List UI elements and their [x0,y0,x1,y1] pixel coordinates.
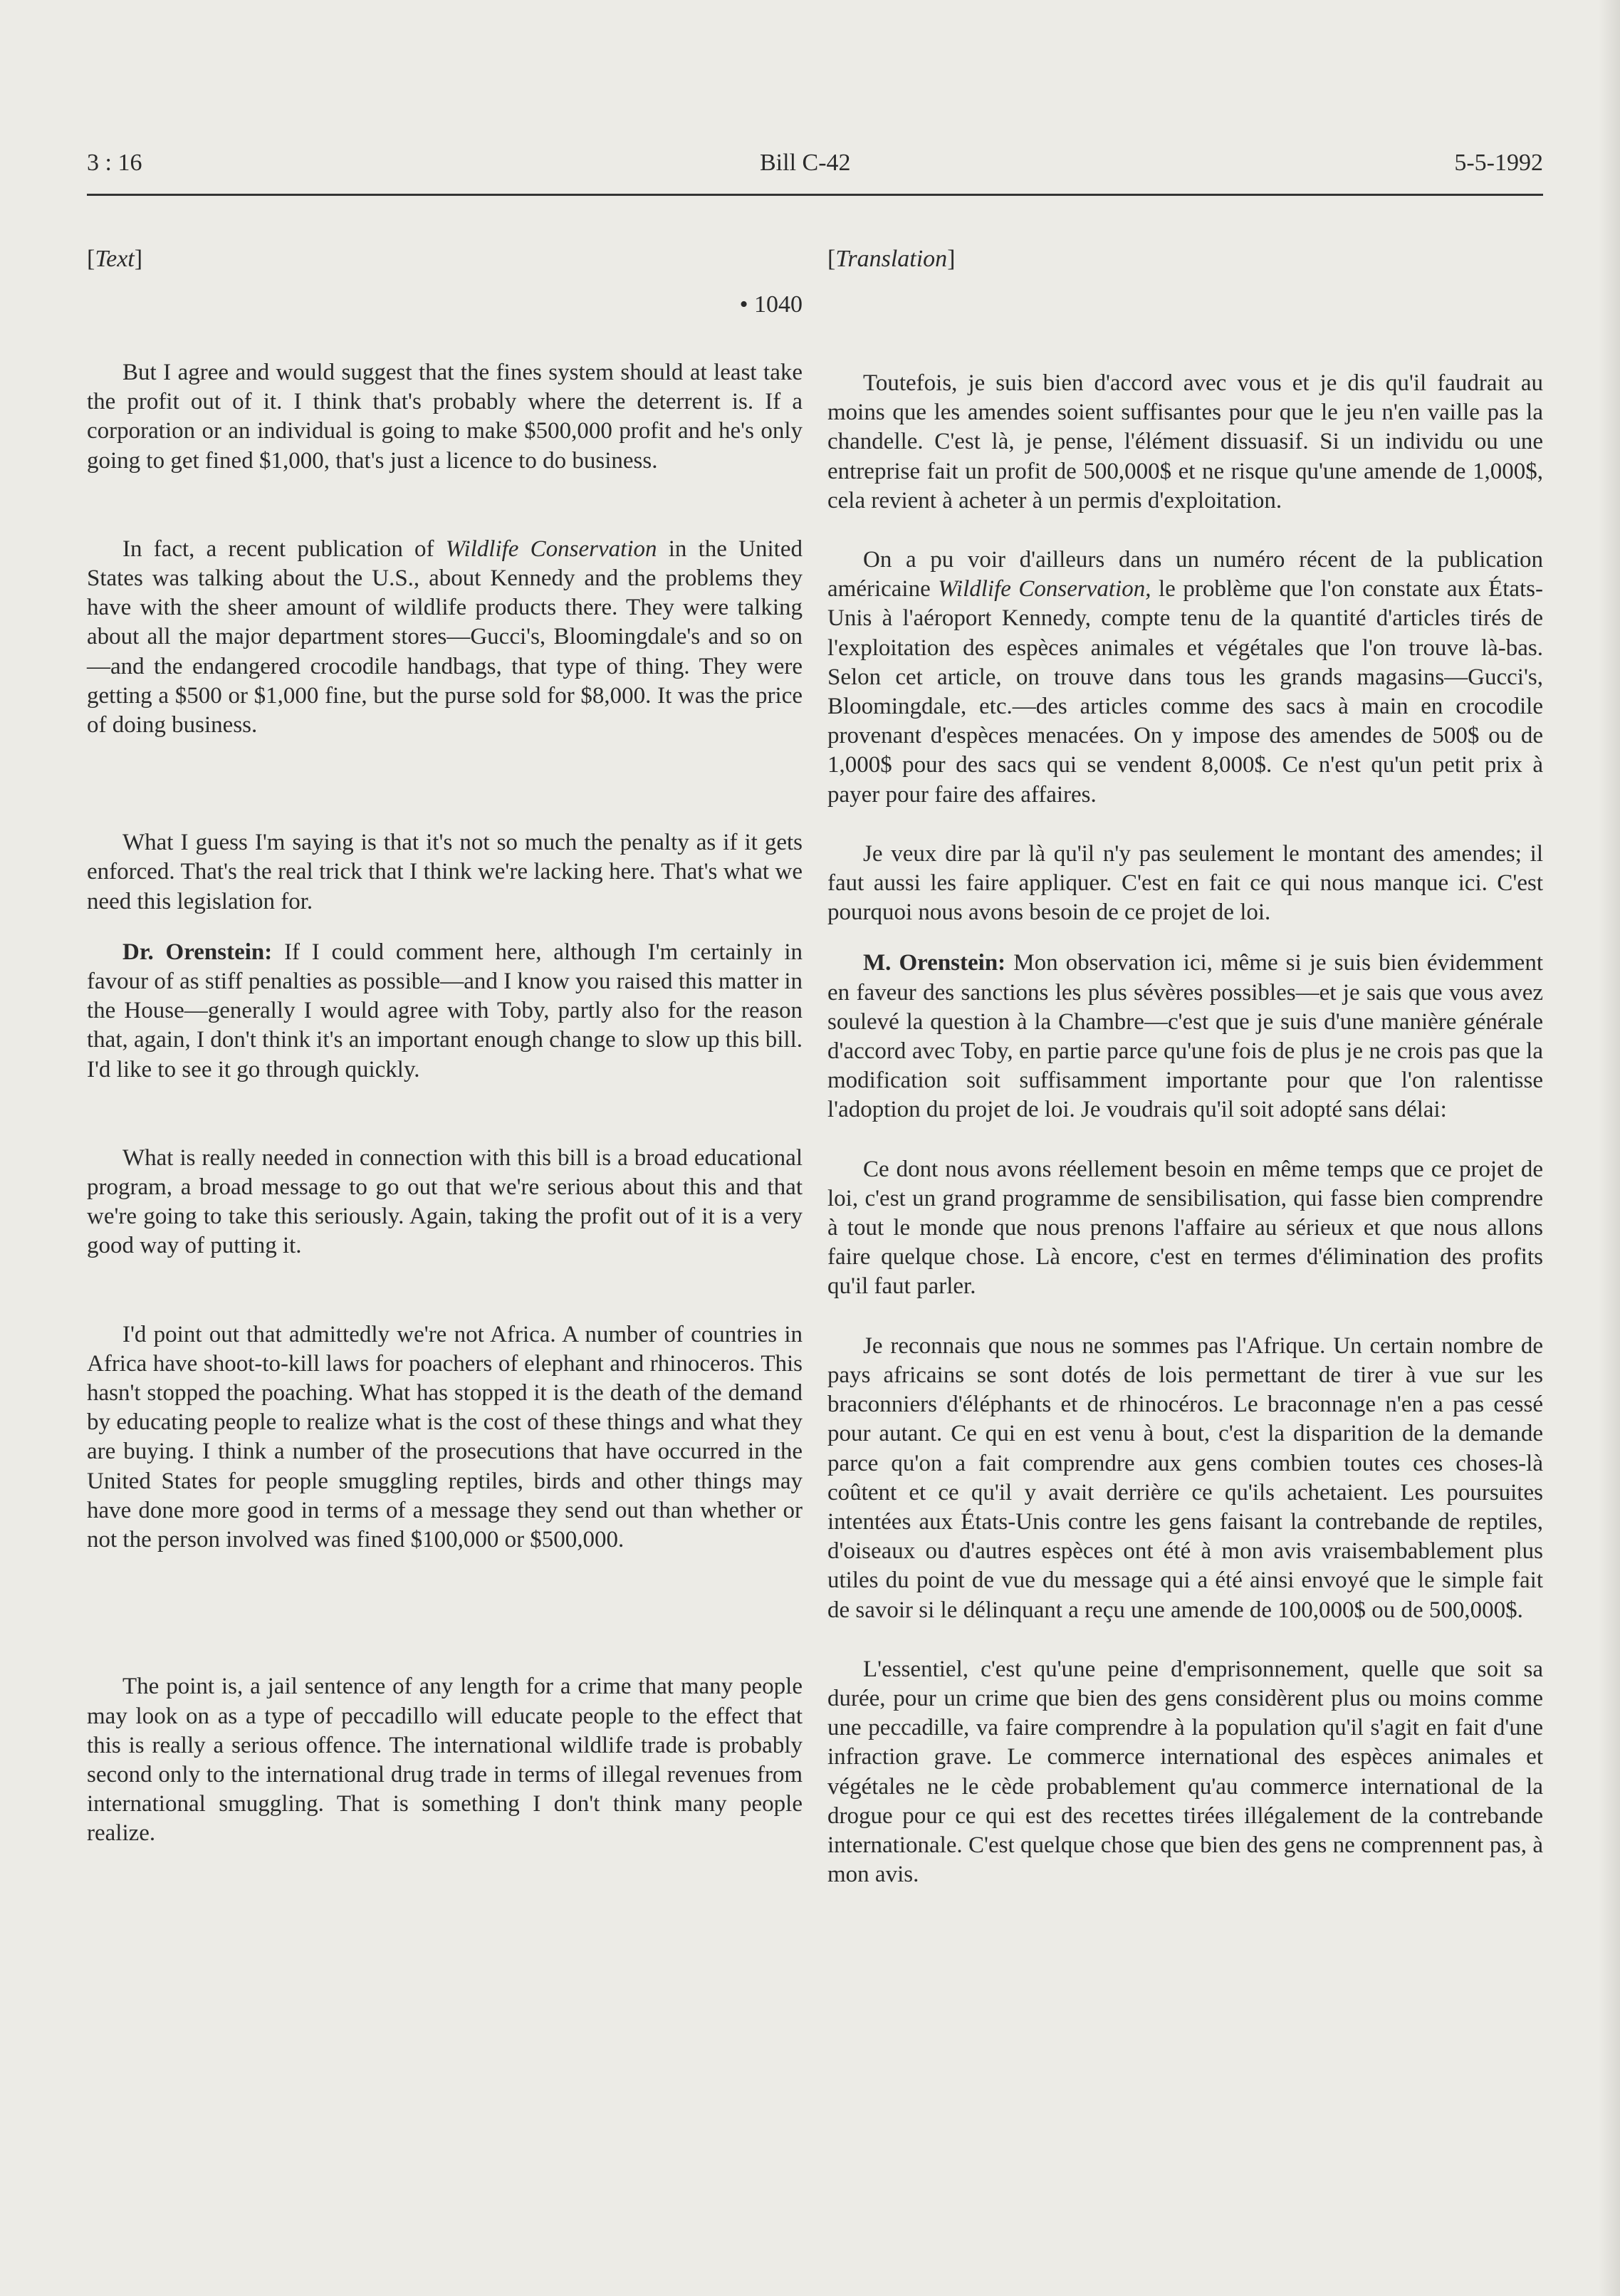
text-label: [Text] [87,246,143,272]
publication-title: Wildlife Conservation, [938,576,1151,602]
paragraph: L'essentiel, c'est qu'une peine d'emprisonnement, quelle que soit sa durée, pour un crime que bien des gens considèrent plus ou moins comme une peccadille, va faire comprendre à la population qu'il s'agit en fait d'une infraction grave. Le commerce international des espèces animales et végétales ne le cède probablement qu'au commerce international de la drogue pour ce qui est des recettes tirées illégalement de la contrebande internationale. C'est quelque chose que bien des gens ne comprennent pas, à mon avis. [827,1656,1543,1888]
paragraph: What I guess I'm saying is that it's not so much the penalty as if it gets enforced. That's the real trick that I think we're lacking here. That's what we need this legislation for. [87,830,803,914]
paragraph: Dr. Orenstein: If I could comment here, although I'm certainly in favour of as stiff penalties as possible—and I know you raised this matter in the House—generally I would agree with Toby, partly also for the reason that, again, I don't think it's an important enough change to slow up this bill. I'd like to see it go through quickly. [87,939,803,1082]
speaker-name: M. Orenstein: [863,950,1006,976]
french-column [827,246,1543,1889]
paragraph: On a pu voir d'ailleurs dans un numéro récent de la publication américaine Wildlife Conservation, le problème que l'on constate aux États-Unis à l'aéroport Kennedy, compte tenu de la quantité d'articles tirés de l'exploitation des espèces animales et végétales que l'on trouve là-bas. Selon cet article, on trouve dans tous les grands magasins—Gucci's, Bloomingdale, etc.—des articles comme des sacs à main en crocodile provenant d'espèces menacées. On y impose des amendes de 500$ ou de 1,000$ pour des sacs qui se vendent 8,000$. Ce n'est qu'un petit prix à payer pour faire des affaires. [827,547,1544,808]
paragraph: But I agree and would suggest that the fines system should at least take the profit out of it. I think that's probably where the deterrent is. If a corporation or an individual is going to make $500,000 profit and he's only going to get fined $1,000, that's just a licence to do business. [87,360,803,474]
header-date: 5-5-1992 [1454,150,1543,176]
time-marker: • 1040 [739,291,803,318]
paragraph: I'd point out that admittedly we're not Africa. A number of countries in Africa have shoot-to-kill laws for poachers of elephant and rhinoceros. This hasn't stopped the poaching. What has stopped it is the death of the demand by educating people to realize what is the cost of these things and what they are buying. I think a number of the prosecutions that have occurred in the United States for people smuggling reptiles, birds and other things may have done more good in terms of a message they send out than whether or not the person involved was fined $100,000 or $500,000. [87,1321,803,1553]
speaker-name: Dr. Orenstein: [122,939,273,965]
page-number: 3 : 16 [87,150,142,176]
translation-label: [Translation] [827,246,956,272]
paragraph: In fact, a recent publication of Wildlife Conservation in the United States was talking about the U.S., about Kennedy and the problems they have with the sheer amount of wildlife products there. They were talking about all the major department stores—Gucci's, Bloomingdale's and so on—and the endangered crocodile handbags, that type of thing. They were getting a $500 or $1,000 fine, but the purse sold for $8,000. It was the price of doing business. [87,536,803,739]
running-header [87,150,1543,196]
paragraph: Je veux dire par là qu'il n'y pas seulement le montant des amendes; il faut aussi les faire appliquer. C'est en fait ce qui nous manque ici. C'est pourquoi nous avons besoin de ce projet de loi. [827,840,1543,926]
paragraph: M. Orenstein: Mon observation ici, même si je suis bien évidemment en faveur des sanctions les plus sévères possibles—et je sais que vous avez soulevé la question à la Chambre—c'est que je suis d'une manière générale d'accord avec Toby, en partie parce qu'une fois de plus je ne crois pas que la modification soit suffisamment importante pour que l'on ralentisse l'adoption du projet de loi. Je voudrais qu'il soit adopté sans délai: [827,950,1544,1123]
paragraph: Toutefois, je suis bien d'accord avec vous et je dis qu'il faudrait au moins que les amendes soient suffisantes pour que le jeu n'en vaille pas la chandelle. C'est là, je pense, l'élément dissuasif. Si un individu ou une entreprise fait un profit de 500,000$ et ne risque qu'une amende de 1,000$, cela revient à acheter à un permis d'exploitation. [827,370,1543,513]
bill-title: Bill C-42 [760,150,851,176]
english-column [87,246,803,1849]
paragraph: The point is, a jail sentence of any length for a crime that many people may look on as a type of peccadillo will educate people to the effect that this is really a serious offence. The international wildlife trade is probably second only to the international drug trade in terms of illegal revenues from international smuggling. That is something I don't think many people realize. [87,1674,803,1847]
paragraph: Ce dont nous avons réellement besoin en même temps que ce projet de loi, c'est un grand programme de sensibilisation, qui fasse bien comprendre à tout le monde que nous prenons l'affaire au sérieux et que nous allons faire quelque chose. Là encore, c'est en termes d'élimination des profits qu'il faut parler. [827,1156,1543,1300]
page-edge-shadow [1599,0,1620,2296]
publication-title: Wildlife Conservation [445,536,657,562]
paragraph: Je reconnais que nous ne sommes pas l'Afrique. Un certain nombre de pays africains se sont dotés de lois permettant de tirer à vue sur les braconniers d'éléphants et de rhinocéros. Le braconnage n'en a pas cessé pour autant. Ce qui en est venu à bout, c'est la disparition de la demande parce qu'on a fait comprendre aux gens combien toutes ces choses-là coûtent et ce qu'il y avait derrière ce qu'ils achetaient. Les poursuites intentées aux États-Unis contre les gens faisant la contrebande de reptiles, d'oiseaux ou d'autres espèces ont été à mon avis vraisembablement plus utiles du point de vue du message qui a été ainsi envoyé que le simple fait de savoir si le délinquant a reçu une amende de 100,000$ ou de 500,000$. [827,1332,1543,1623]
paragraph: What is really needed in connection with this bill is a broad educational program, a broad message to go out that we're serious about this and that we're going to take this seriously. Again, taking the profit out of it is a very good way of putting it. [87,1144,803,1259]
